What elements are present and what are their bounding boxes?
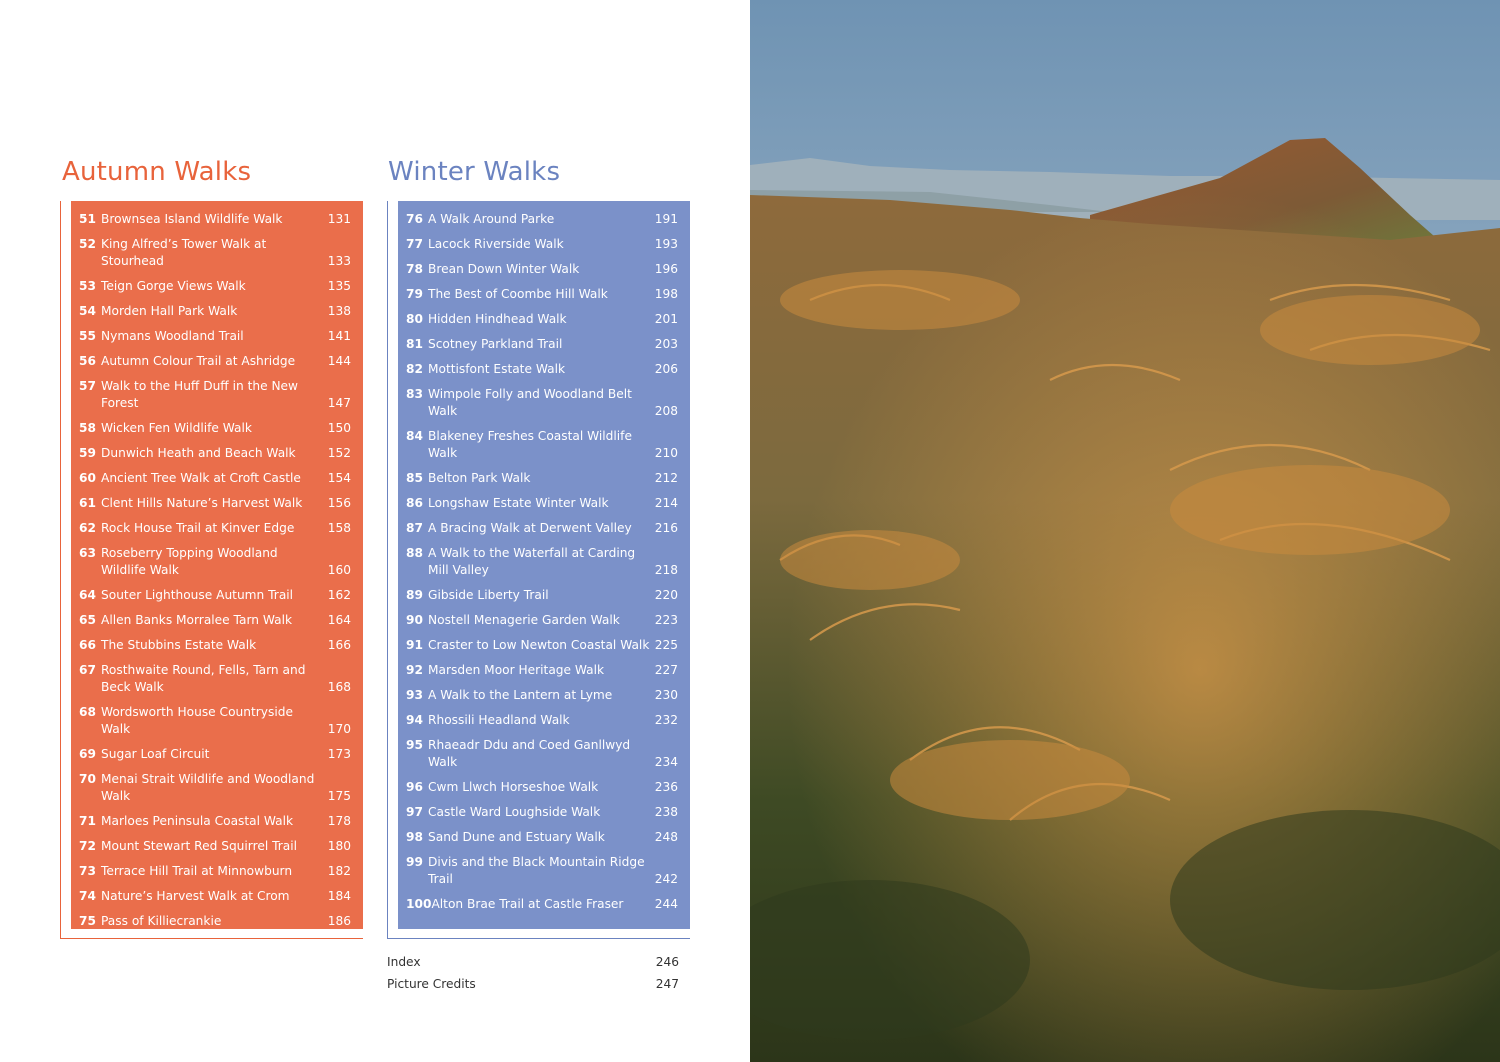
- walk-number: 68: [79, 705, 96, 719]
- winter-walk-item[interactable]: [406, 712, 678, 729]
- walk-number: 52: [79, 237, 96, 251]
- walk-title: Blakeney Freshes Coastal Wildlife Walk: [428, 429, 632, 460]
- autumn-walk-item[interactable]: [79, 303, 351, 320]
- walk-title: Teign Gorge Views Walk: [101, 279, 246, 293]
- walk-page-number: 158: [327, 521, 351, 535]
- walk-title: Walk to the Huff Duff in the New Forest: [101, 379, 299, 410]
- walk-title: Divis and the Black Mountain Ridge Trail: [428, 855, 645, 886]
- walk-number: 96: [406, 780, 423, 794]
- walk-number: 77: [406, 237, 423, 251]
- walk-number: 90: [406, 613, 423, 627]
- walk-page-number: 201: [654, 312, 678, 326]
- autumn-walk-item[interactable]: [79, 328, 351, 345]
- walk-title: Brownsea Island Wildlife Walk: [101, 212, 283, 226]
- autumn-walks-list: [71, 201, 363, 929]
- walk-title: Castle Ward Loughside Walk: [428, 805, 601, 819]
- walk-title: Souter Lighthouse Autumn Trail: [101, 588, 294, 602]
- autumn-walk-item[interactable]: [79, 913, 351, 930]
- walk-number: 64: [79, 588, 96, 602]
- walk-number: 54: [79, 304, 96, 318]
- walk-title: Belton Park Walk: [428, 471, 531, 485]
- walk-number: 72: [79, 839, 96, 853]
- walk-title: Wicken Fen Wildlife Walk: [101, 421, 252, 435]
- walk-number: 55: [79, 329, 96, 343]
- walk-page-number: 198: [654, 287, 678, 301]
- walk-number: 75: [79, 914, 96, 928]
- winter-walk-item[interactable]: [406, 829, 678, 846]
- walk-number: 60: [79, 471, 96, 485]
- walk-page-number: 154: [327, 471, 351, 485]
- walk-number: 76: [406, 212, 423, 226]
- walk-number: 79: [406, 287, 423, 301]
- walk-page-number: 242: [654, 872, 678, 886]
- walk-title: Clent Hills Nature’s Harvest Walk: [101, 496, 303, 510]
- back-matter-page: 246: [655, 955, 679, 969]
- walk-page-number: 214: [654, 496, 678, 510]
- winter-walk-item[interactable]: [406, 804, 678, 821]
- autumn-walk-item[interactable]: [79, 746, 351, 763]
- walk-title: Ancient Tree Walk at Croft Castle: [101, 471, 301, 485]
- walk-title: Nostell Menagerie Garden Walk: [428, 613, 620, 627]
- winter-walk-item[interactable]: [406, 361, 678, 378]
- walk-page-number: 232: [654, 713, 678, 727]
- walk-page-number: 238: [654, 805, 678, 819]
- walk-number: 94: [406, 713, 423, 727]
- walk-number: 85: [406, 471, 423, 485]
- walk-page-number: 178: [327, 814, 351, 828]
- winter-walk-item[interactable]: [406, 236, 678, 253]
- winter-walk-item[interactable]: [406, 386, 678, 420]
- winter-walk-item[interactable]: [406, 779, 678, 796]
- walk-page-number: 193: [654, 237, 678, 251]
- walk-title: Autumn Colour Trail at Ashridge: [101, 354, 296, 368]
- back-matter-item-index[interactable]: [387, 951, 679, 973]
- walk-number: 95: [406, 738, 423, 752]
- walk-number: 56: [79, 354, 96, 368]
- walk-number: 93: [406, 688, 423, 702]
- walk-title: Rock House Trail at Kinver Edge: [101, 521, 295, 535]
- walk-number: 61: [79, 496, 96, 510]
- walk-title: Wordsworth House Countryside Walk: [101, 705, 293, 736]
- winter-walk-item[interactable]: [406, 428, 678, 462]
- walk-page-number: 150: [327, 421, 351, 435]
- walk-number: 69: [79, 747, 96, 761]
- walk-page-number: 223: [654, 613, 678, 627]
- winter-walk-item[interactable]: [406, 495, 678, 512]
- walk-title: Brean Down Winter Walk: [428, 262, 580, 276]
- winter-walk-item[interactable]: [406, 612, 678, 629]
- walk-page-number: 147: [327, 396, 351, 410]
- winter-walk-item[interactable]: [406, 896, 678, 913]
- walk-title: Craster to Low Newton Coastal Walk: [428, 638, 650, 652]
- walk-page-number: 227: [654, 663, 678, 677]
- autumn-walk-item[interactable]: [79, 587, 351, 604]
- walk-page-number: 191: [654, 212, 678, 226]
- walk-page-number: 152: [327, 446, 351, 460]
- walk-page-number: 203: [654, 337, 678, 351]
- back-matter-label: Picture Credits: [387, 977, 476, 991]
- walk-title: Gibside Liberty Trail: [428, 588, 549, 602]
- winter-walk-item[interactable]: [406, 520, 678, 537]
- walk-page-number: 184: [327, 889, 351, 903]
- winter-walk-item[interactable]: [406, 637, 678, 654]
- walk-page-number: 164: [327, 613, 351, 627]
- walk-title: Terrace Hill Trail at Minnowburn: [101, 864, 293, 878]
- walk-page-number: 212: [654, 471, 678, 485]
- autumn-walk-item[interactable]: [79, 353, 351, 370]
- walk-title: Nature’s Harvest Walk at Crom: [101, 889, 290, 903]
- walk-page-number: 196: [654, 262, 678, 276]
- autumn-walk-item[interactable]: [79, 813, 351, 830]
- walk-title: A Bracing Walk at Derwent Valley: [428, 521, 632, 535]
- walk-page-number: 141: [327, 329, 351, 343]
- walk-title: A Walk to the Waterfall at Carding Mill Valley: [428, 546, 636, 577]
- walk-page-number: 234: [654, 755, 678, 769]
- walk-title: Scotney Parkland Trail: [428, 337, 563, 351]
- walk-page-number: 162: [327, 588, 351, 602]
- back-matter-label: Index: [387, 955, 421, 969]
- walk-page-number: 236: [654, 780, 678, 794]
- autumn-walk-item[interactable]: [79, 420, 351, 437]
- winter-walk-item[interactable]: [406, 211, 678, 228]
- walk-page-number: 182: [327, 864, 351, 878]
- walk-title: Lacock Riverside Walk: [428, 237, 564, 251]
- landscape-photo: [750, 0, 1500, 1062]
- walk-number: 66: [79, 638, 96, 652]
- walk-page-number: 248: [654, 830, 678, 844]
- walk-page-number: 225: [654, 638, 678, 652]
- walk-page-number: 170: [327, 722, 351, 736]
- walk-title: The Stubbins Estate Walk: [101, 638, 257, 652]
- walk-page-number: 173: [327, 747, 351, 761]
- autumn-walk-item[interactable]: [79, 888, 351, 905]
- walk-number: 92: [406, 663, 423, 677]
- walk-page-number: 156: [327, 496, 351, 510]
- walk-number: 59: [79, 446, 96, 460]
- walk-number: 78: [406, 262, 423, 276]
- autumn-walk-item[interactable]: [79, 771, 351, 805]
- walk-title: King Alfred’s Tower Walk at Stourhead: [101, 237, 267, 268]
- walk-page-number: 244: [654, 897, 678, 911]
- walk-title: Menai Strait Wildlife and Woodland Walk: [101, 772, 315, 803]
- winter-walk-item[interactable]: [406, 336, 678, 353]
- autumn-walk-item[interactable]: [79, 211, 351, 228]
- walk-number: 86: [406, 496, 423, 510]
- walk-number: 87: [406, 521, 423, 535]
- walk-title: Rosthwaite Round, Fells, Tarn and Beck Walk: [101, 663, 306, 694]
- walk-page-number: 160: [327, 563, 351, 577]
- walk-page-number: 135: [327, 279, 351, 293]
- walk-number: 91: [406, 638, 423, 652]
- autumn-walk-item[interactable]: [79, 470, 351, 487]
- walk-page-number: 166: [327, 638, 351, 652]
- winter-walk-item[interactable]: [406, 737, 678, 771]
- walk-number: 89: [406, 588, 423, 602]
- walk-title: The Best of Coombe Hill Walk: [428, 287, 608, 301]
- walk-title: Dunwich Heath and Beach Walk: [101, 446, 296, 460]
- winter-section-title: Winter Walks: [388, 157, 561, 187]
- walk-number: 99: [406, 855, 423, 869]
- walk-title: Longshaw Estate Winter Walk: [428, 496, 609, 510]
- walk-title: Sand Dune and Estuary Walk: [428, 830, 605, 844]
- walk-title: Morden Hall Park Walk: [101, 304, 238, 318]
- walk-page-number: 131: [327, 212, 351, 226]
- walk-number: 88: [406, 546, 423, 560]
- walk-title: Mount Stewart Red Squirrel Trail: [101, 839, 297, 853]
- walk-number: 80: [406, 312, 423, 326]
- winter-walk-item[interactable]: [406, 545, 678, 579]
- autumn-walk-item[interactable]: [79, 445, 351, 462]
- winter-walk-item[interactable]: [406, 311, 678, 328]
- walk-page-number: 168: [327, 680, 351, 694]
- autumn-walk-item[interactable]: [79, 612, 351, 629]
- autumn-walk-item[interactable]: [79, 378, 351, 412]
- back-matter-list: [387, 951, 679, 995]
- walk-number: 81: [406, 337, 423, 351]
- walk-number: 63: [79, 546, 96, 560]
- walk-page-number: 206: [654, 362, 678, 376]
- walk-page-number: 216: [654, 521, 678, 535]
- winter-walk-item[interactable]: [406, 587, 678, 604]
- walk-page-number: 230: [654, 688, 678, 702]
- walk-number: 58: [79, 421, 96, 435]
- winter-walk-item[interactable]: [406, 687, 678, 704]
- winter-walk-item[interactable]: [406, 470, 678, 487]
- autumn-walk-item[interactable]: [79, 704, 351, 738]
- autumn-walk-item[interactable]: [79, 838, 351, 855]
- walk-number: 51: [79, 212, 96, 226]
- winter-walk-item[interactable]: [406, 261, 678, 278]
- walk-title: Alton Brae Trail at Castle Fraser: [431, 897, 624, 911]
- walk-number: 74: [79, 889, 96, 903]
- autumn-walk-item[interactable]: [79, 637, 351, 654]
- walk-number: 62: [79, 521, 96, 535]
- autumn-walk-item[interactable]: [79, 278, 351, 295]
- walk-page-number: 208: [654, 404, 678, 418]
- walk-number: 97: [406, 805, 423, 819]
- walk-page-number: 138: [327, 304, 351, 318]
- autumn-section-title: Autumn Walks: [62, 157, 252, 187]
- walk-title: Allen Banks Morralee Tarn Walk: [101, 613, 293, 627]
- back-matter-item-picture-credits[interactable]: [387, 973, 679, 995]
- walk-title: Hidden Hindhead Walk: [428, 312, 567, 326]
- walk-page-number: 186: [327, 914, 351, 928]
- walk-title: Rhaeadr Ddu and Coed Ganllwyd Walk: [428, 738, 631, 769]
- back-matter-page: 247: [655, 977, 679, 991]
- walk-title: Wimpole Folly and Woodland Belt Walk: [428, 387, 632, 418]
- walk-page-number: 133: [327, 254, 351, 268]
- walk-title: A Walk Around Parke: [428, 212, 555, 226]
- walk-title: Marloes Peninsula Coastal Walk: [101, 814, 294, 828]
- walk-number: 53: [79, 279, 96, 293]
- autumn-walk-item[interactable]: [79, 545, 351, 579]
- walk-number: 70: [79, 772, 96, 786]
- walk-page-number: 144: [327, 354, 351, 368]
- walk-number: 57: [79, 379, 96, 393]
- walk-title: Sugar Loaf Circuit: [101, 747, 210, 761]
- walk-number: 73: [79, 864, 96, 878]
- walk-number: 65: [79, 613, 96, 627]
- winter-walk-item[interactable]: [406, 286, 678, 303]
- winter-walk-item[interactable]: [406, 854, 678, 888]
- walk-page-number: 218: [654, 563, 678, 577]
- walk-page-number: 175: [327, 789, 351, 803]
- walk-title: Rhossili Headland Walk: [428, 713, 570, 727]
- walk-number: 100: [406, 897, 432, 911]
- walk-number: 83: [406, 387, 423, 401]
- walk-page-number: 220: [654, 588, 678, 602]
- walk-page-number: 180: [327, 839, 351, 853]
- autumn-walk-item[interactable]: [79, 236, 351, 270]
- walk-title: Cwm Llwch Horseshoe Walk: [428, 780, 599, 794]
- walk-title: Marsden Moor Heritage Walk: [428, 663, 605, 677]
- autumn-walk-item[interactable]: [79, 662, 351, 696]
- walk-number: 82: [406, 362, 423, 376]
- winter-walks-list: [398, 201, 690, 929]
- walk-number: 67: [79, 663, 96, 677]
- autumn-walk-item[interactable]: [79, 495, 351, 512]
- walk-title: Mottisfont Estate Walk: [428, 362, 566, 376]
- autumn-walk-item[interactable]: [79, 863, 351, 880]
- walk-title: Nymans Woodland Trail: [101, 329, 244, 343]
- walk-number: 84: [406, 429, 423, 443]
- walk-page-number: 210: [654, 446, 678, 460]
- autumn-walk-item[interactable]: [79, 520, 351, 537]
- walk-title: Roseberry Topping Woodland Wildlife Walk: [101, 546, 278, 577]
- winter-walk-item[interactable]: [406, 662, 678, 679]
- walk-number: 71: [79, 814, 96, 828]
- walk-title: Pass of Killiecrankie: [101, 914, 222, 928]
- walk-title: A Walk to the Lantern at Lyme: [428, 688, 613, 702]
- walk-number: 98: [406, 830, 423, 844]
